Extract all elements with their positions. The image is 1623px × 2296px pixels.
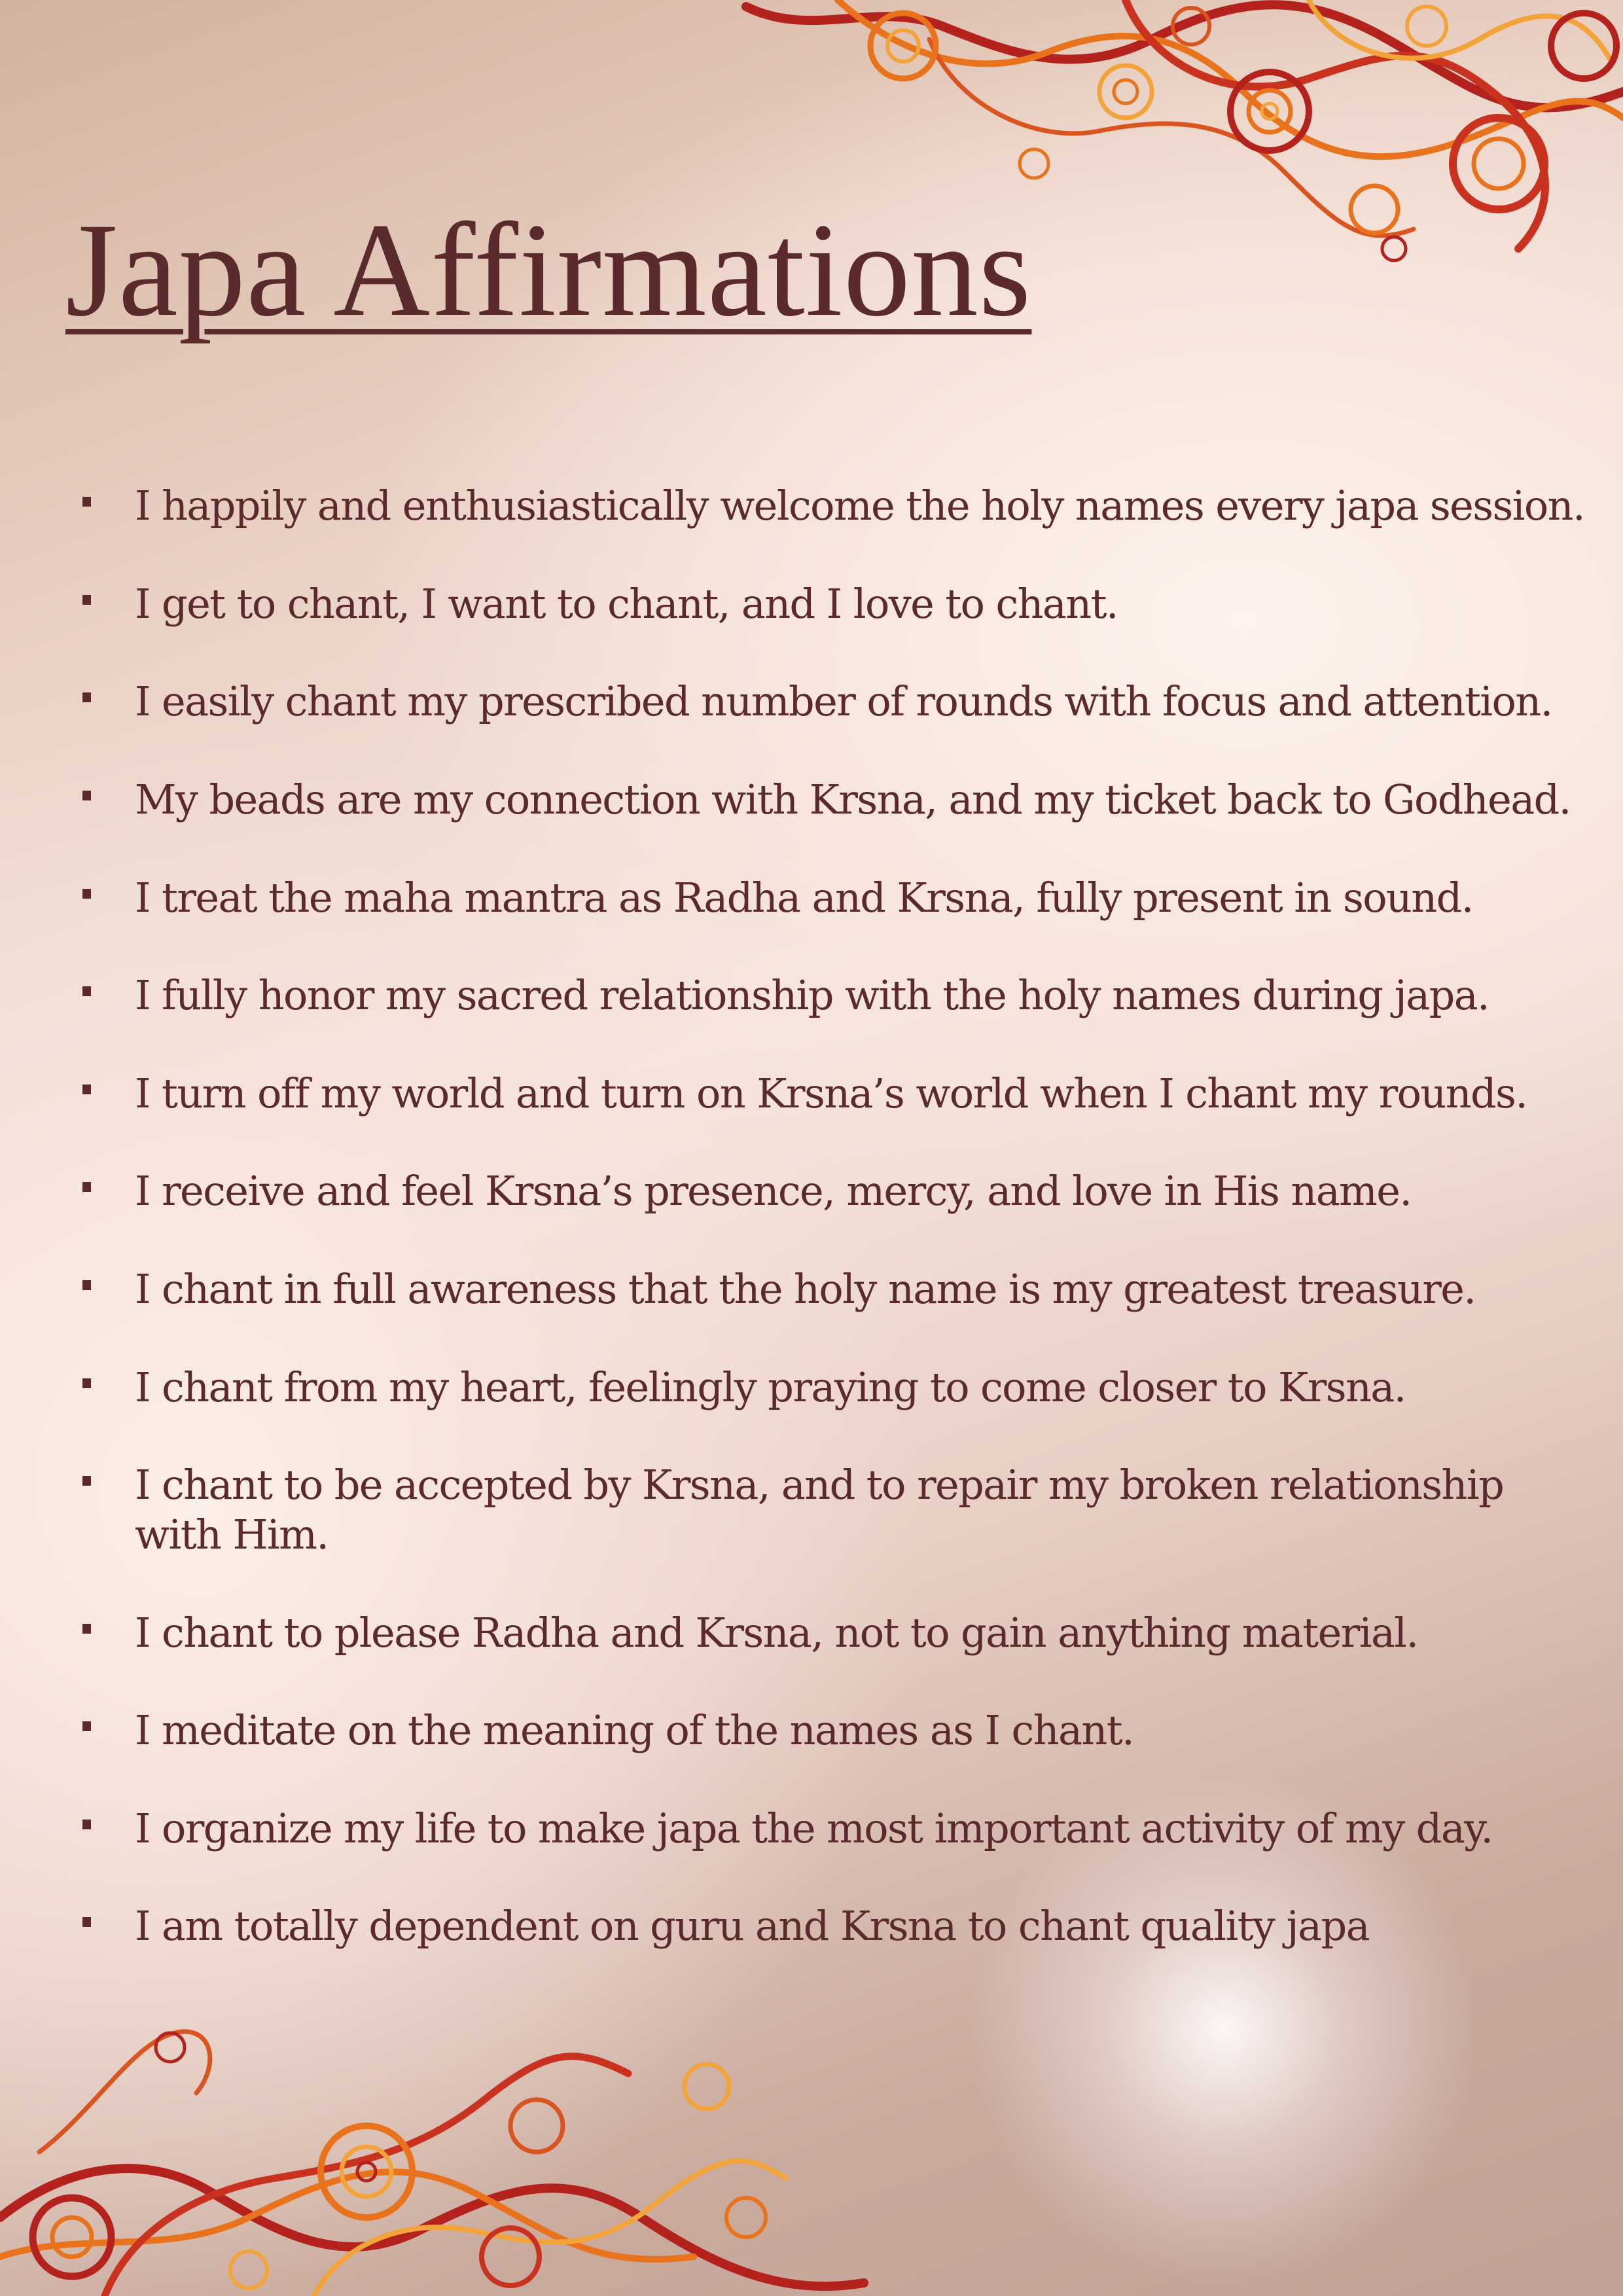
list-item	[79, 579, 1597, 629]
list-item	[79, 1363, 1597, 1412]
square-bullet-icon	[82, 497, 91, 507]
affirmation-text: I happily and enthusiastically welcome the holy names every japa session.	[135, 482, 1585, 529]
square-bullet-icon	[82, 889, 91, 899]
affirmation-text: My beads are my connection with Krsna, and my ticket back to Godhead.	[135, 775, 1571, 823]
list-item	[79, 1608, 1597, 1658]
square-bullet-icon	[82, 1721, 91, 1731]
square-bullet-icon	[82, 692, 91, 702]
affirmation-text: I turn off my world and turn on Krsna’s world when I chant my rounds.	[135, 1069, 1527, 1117]
square-bullet-icon	[82, 791, 91, 800]
affirmation-text: I get to chant, I want to chant, and I love to chant.	[135, 579, 1118, 628]
affirmation-text: I meditate on the meaning of the names as I chant.	[135, 1706, 1134, 1755]
square-bullet-icon	[82, 1085, 91, 1094]
affirmation-text: I receive and feel Krsna’s presence, mercy, and love in His name.	[135, 1167, 1412, 1215]
list-item	[79, 1069, 1597, 1119]
list-item	[79, 873, 1597, 923]
list-item	[79, 481, 1597, 531]
square-bullet-icon	[82, 1182, 91, 1192]
list-item	[79, 677, 1597, 726]
floral-swirl-ornament-bottom	[0, 2021, 916, 2296]
square-bullet-icon	[82, 1917, 91, 1927]
affirmation-text: I am totally dependent on guru and Krsna to chant quality japa	[135, 1902, 1369, 1950]
affirmation-text: I chant to please Radha and Krsna, not to gain anything material.	[135, 1608, 1418, 1657]
list-item	[79, 971, 1597, 1020]
affirmation-text: I organize my life to make japa the most important activity of my day.	[135, 1804, 1493, 1852]
affirmation-text: I easily chant my prescribed number of rounds with focus and attention.	[135, 677, 1552, 726]
affirmation-text: I chant in full awareness that the holy name is my greatest treasure.	[135, 1265, 1476, 1313]
list-item	[79, 1706, 1597, 1755]
square-bullet-icon	[82, 1280, 91, 1290]
affirmation-text: I fully honor my sacred relationship with the holy names during japa.	[135, 971, 1489, 1020]
page-title: Japa Affirmations	[65, 196, 1032, 344]
affirmation-list	[79, 481, 1597, 2000]
square-bullet-icon	[82, 986, 91, 996]
square-bullet-icon	[82, 1820, 91, 1829]
affirmation-text: I treat the maha mantra as Radha and Krsna, fully present in sound.	[135, 873, 1473, 922]
list-item	[79, 1460, 1597, 1559]
list-item	[79, 1804, 1597, 1854]
square-bullet-icon	[82, 1476, 91, 1486]
square-bullet-icon	[82, 1378, 91, 1388]
list-item	[79, 1265, 1597, 1314]
affirmation-text: I chant from my heart, feelingly praying to come closer to Krsna.	[135, 1363, 1406, 1411]
square-bullet-icon	[82, 1624, 91, 1634]
list-item	[79, 1901, 1597, 1951]
affirmation-text: I chant to be accepted by Krsna, and to repair my broken relationship with Him.	[135, 1461, 1504, 1558]
square-bullet-icon	[82, 595, 91, 605]
list-item	[79, 1166, 1597, 1216]
list-item	[79, 775, 1597, 825]
